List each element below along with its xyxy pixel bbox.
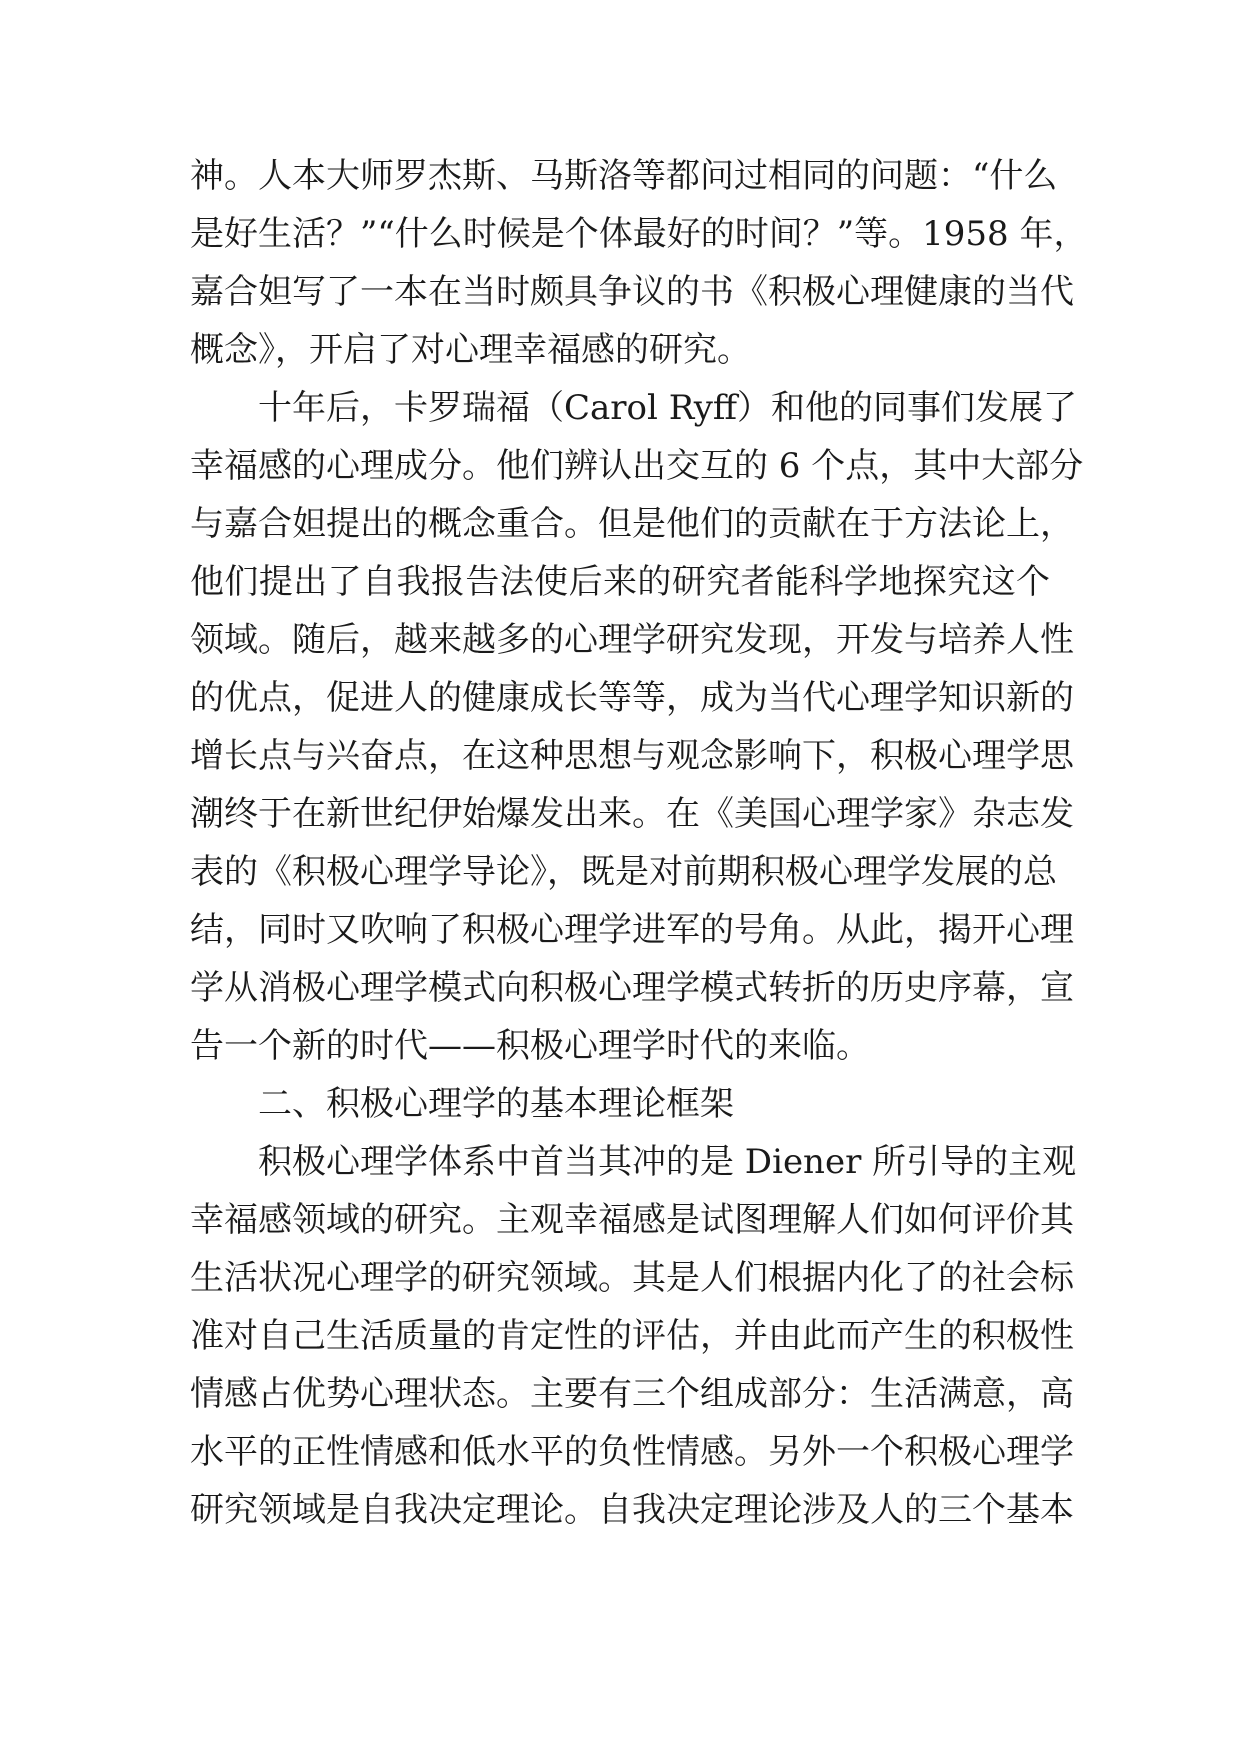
text-line: 与嘉合妲提出的概念重合。但是他们的贡献在于方法论上，: [190, 504, 1074, 544]
text-line: 潮终于在新世纪伊始爆发出来。在《美国心理学家》杂志发: [190, 794, 1074, 834]
text-line: 表的《积极心理学导论》，既是对前期积极心理学发展的总: [190, 852, 1057, 892]
text-line: 生活状况心理学的研究领域。其是人们根据内化了的社会标: [190, 1258, 1074, 1298]
text-line: 幸福感的心理成分。他们辨认出交互的 6 个点，其中大部分: [190, 446, 1084, 486]
text-line: 他们提出了自我报告法使后来的研究者能科学地探究这个: [190, 562, 1050, 602]
section-heading: 二、积极心理学的基本理论框架: [258, 1084, 734, 1124]
text-line: 学从消极心理学模式向积极心理学模式转折的历史序幕，宣: [190, 968, 1074, 1008]
text-line: 领域。随后，越来越多的心理学研究发现，开发与培养人性: [190, 620, 1074, 660]
text-line: 告一个新的时代——积极心理学时代的来临。: [190, 1026, 870, 1066]
text-line: 结，同时又吹响了积极心理学进军的号角。从此，揭开心理: [190, 910, 1074, 950]
text-line: 研究领域是自我决定理论。自我决定理论涉及人的三个基本: [190, 1490, 1074, 1530]
text-line: 是好生活？”“什么时候是个体最好的时间？”等。1958 年，: [190, 214, 1088, 254]
text-line: 十年后，卡罗瑞福（Carol Ryff）和他的同事们发展了: [258, 388, 1078, 428]
text-line: 积极心理学体系中首当其冲的是 Diener 所引导的主观: [258, 1142, 1077, 1182]
text-line: 水平的正性情感和低水平的负性情感。另外一个积极心理学: [190, 1432, 1074, 1472]
text-line: 幸福感领域的研究。主观幸福感是试图理解人们如何评价其: [190, 1200, 1074, 1240]
text-line: 嘉合妲写了一本在当时颇具争议的书《积极心理健康的当代: [190, 272, 1074, 312]
text-line: 增长点与兴奋点，在这种思想与观念影响下，积极心理学思: [190, 736, 1074, 776]
text-line: 的优点，促进人的健康成长等等，成为当代心理学知识新的: [190, 678, 1074, 718]
text-line: 概念》，开启了对心理幸福感的研究。: [190, 330, 751, 370]
text-line: 情感占优势心理状态。主要有三个组成部分：生活满意，高: [190, 1374, 1074, 1414]
text-line: 神。人本大师罗杰斯、马斯洛等都问过相同的问题：“什么: [190, 156, 1058, 196]
text-line: 准对自己生活质量的肯定性的评估，并由此而产生的积极性: [190, 1316, 1074, 1356]
